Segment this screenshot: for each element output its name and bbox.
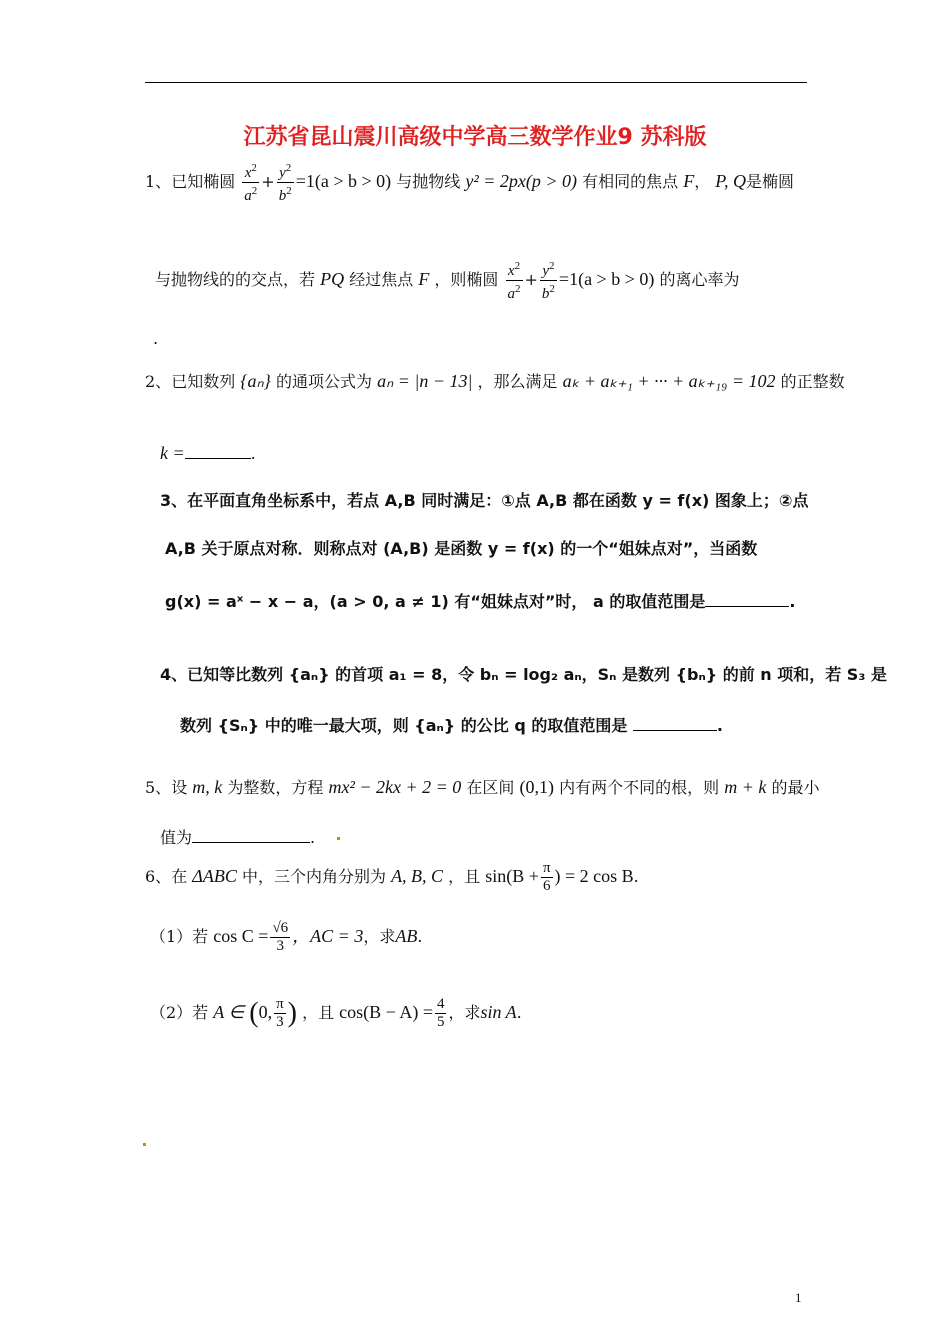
q4-line1: 4、已知等比数列 {aₙ} 的首项 a₁ = 8，令 bₙ = log₂ aₙ，Sₙ 是数列 {bₙ} 的前 n 项和，若 S₃ 是 xyxy=(160,665,887,684)
page-title: 江苏省昆山震川高级中学高三数学作业9 苏科版 xyxy=(243,125,707,150)
q5-line2: 值为 . xyxy=(160,828,316,847)
stray-dot xyxy=(143,1143,146,1146)
q3-line3: g(x) = aˣ − x − a，(a > 0, a ≠ 1) 有“姐妹点对”时， a 的取值范围是 . xyxy=(165,592,796,611)
stray-dot xyxy=(337,837,340,840)
q2-answer-blank[interactable] xyxy=(185,442,251,459)
page-number: 1 xyxy=(795,1290,802,1305)
q2-line2: k = . xyxy=(160,443,256,463)
q6-part2: （2）若 A ∈ (0, $\frac{\pi}{3}$ ) ，且 cos(B − A) = $\frac{4}{5}$ ，求sin A. xyxy=(150,996,522,1030)
q3-line1: 3、在平面直角坐标系中，若点 A,B 同时满足：①点 A,B 都在函数 y = f(x) 图象上；②点 xyxy=(160,491,809,510)
q5-line1: 5、设 m, k 为整数，方程 mx² − 2kx + 2 = 0 在区间 (0,1) 内有两个不同的根，则 m + k 的最小 xyxy=(145,777,820,797)
q3-line2: A,B 关于原点对称．则称点对 (A,B) 是函数 y = f(x) 的一个“姐妹点对”，当函数 xyxy=(165,539,758,558)
q1-line2: 与抛物线的的交点，若 PQ 经过焦点 F ，则椭圆 $\frac{x^2}{a^2}$ + $\frac{y^2}{b^2}$ =1(a > b > 0) 的离心率为 xyxy=(155,260,740,302)
q6-line1: 6、在 ΔABC 中，三个内角分别为 A, B, C ，且 sin(B + $\frac{\pi}{6}$ ) = 2 cos B. xyxy=(145,860,639,894)
header-rule xyxy=(145,82,807,83)
q4-answer-blank[interactable] xyxy=(633,714,717,731)
q5-answer-blank[interactable] xyxy=(192,826,310,843)
q6-part1: （1）若 cos C = $\frac{√6}{3}$ ，AC = 3，求AB. xyxy=(150,920,423,954)
q1-line1: 1、已知椭圆 $\frac{x^2}{a^2}$ + $\frac{y^2}{b^2}$ =1(a > b > 0) 与抛物线 y² = 2px(p > 0) 有相同的焦点 F， P, Q是椭圆 xyxy=(145,162,794,204)
ellipse-frac-y: $\frac{y^2}{b^2}$ xyxy=(278,162,292,204)
ellipse-frac-x: $\frac{x^2}{a^2}$ xyxy=(244,162,258,204)
q3-answer-blank[interactable] xyxy=(705,590,789,607)
q1-tail: . xyxy=(153,329,159,348)
q4-line2: 数列 {Sₙ} 中的唯一最大项，则 {aₙ} 的公比 q 的取值范围是 . xyxy=(180,716,723,735)
q2-line1: 2、已知数列 {aₙ} 的通项公式为 aₙ = |n − 13| ，那么满足 aₖ + aₖ₊₁ + ··· + aₖ₊₁₉ = 102 的正整数 xyxy=(145,371,845,391)
